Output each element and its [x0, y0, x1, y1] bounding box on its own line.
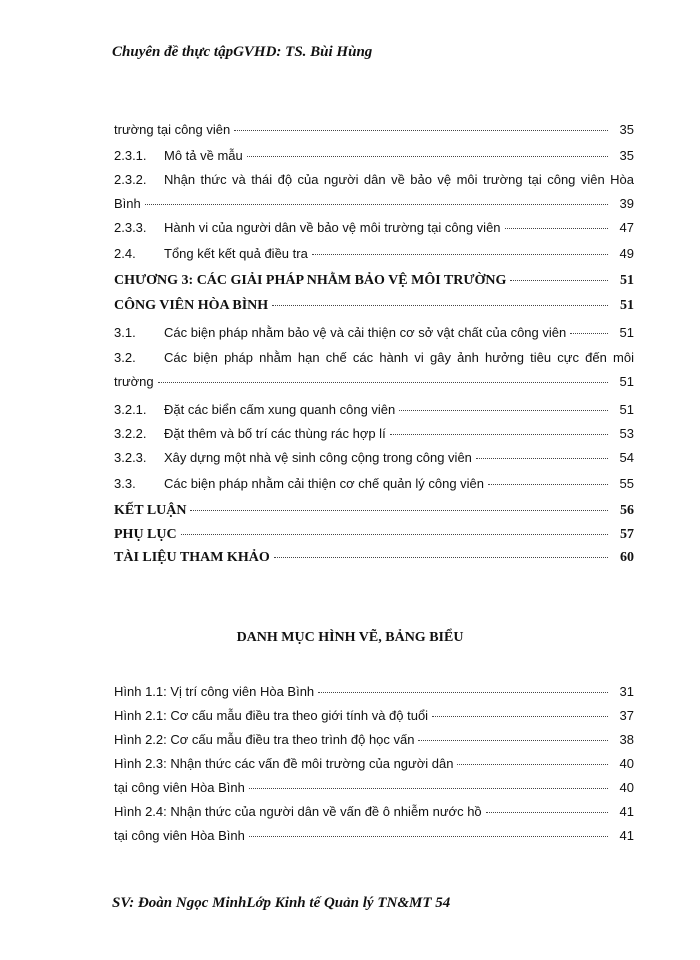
toc-entry [114, 325, 634, 340]
figure-entry [114, 684, 634, 699]
toc-label: Các biện pháp nhằm hạn chế các hành vi gây ảnh hưởng tiêu cực đến môi [164, 350, 634, 365]
toc-page: 53 [619, 426, 634, 441]
toc-label: CÔNG VIÊN HÒA BÌNH [114, 298, 269, 313]
toc-entry [114, 122, 634, 137]
toc-page: 51 [620, 298, 634, 313]
figure-page: 41 [619, 804, 634, 819]
toc-entry [114, 172, 634, 187]
toc-chapter [114, 273, 634, 289]
figures-section-title: DANH MỤC HÌNH VẼ, BẢNG BIỂU [236, 630, 464, 645]
leader-dots [247, 155, 608, 157]
toc-entry [114, 450, 634, 465]
toc-label: Nhận thức và thái độ của người dân về bảo vệ môi trường tại công viên Hòa [164, 172, 634, 187]
toc-number: 3.2. [114, 350, 136, 365]
toc-number: 2.3.3. [114, 220, 147, 235]
toc-page: 51 [619, 402, 634, 417]
toc-page: 51 [620, 273, 634, 288]
toc-page: 51 [619, 325, 634, 340]
toc-page: 57 [620, 527, 634, 542]
figure-label: Hình 2.2: Cơ cấu mẫu điều tra theo trình độ học vấn [114, 732, 415, 747]
figure-page: 37 [619, 708, 634, 723]
toc-page: 55 [619, 476, 634, 491]
toc-number: 3.2.3. [114, 450, 147, 465]
leader-dots [318, 691, 608, 693]
toc-label: trường tại công viên [114, 122, 231, 137]
leader-dots [312, 253, 608, 255]
toc-label: Xây dựng một nhà vệ sinh công cộng trong công viên [164, 450, 472, 465]
toc-number: 3.3. [114, 476, 136, 491]
toc-page: 49 [619, 246, 634, 261]
toc-page: 35 [619, 148, 634, 163]
toc-label: Hành vi của người dân về bảo vệ môi trường tại công viên [164, 220, 501, 235]
toc-page: 60 [620, 550, 634, 565]
toc-entry [114, 374, 634, 389]
toc-label: TÀI LIỆU THAM KHẢO [114, 550, 270, 565]
toc-entry [114, 196, 634, 211]
leader-dots [234, 129, 608, 131]
toc-label: Tổng kết kết quả điều tra [164, 246, 308, 261]
figure-label: tại công viên Hòa Bình [114, 780, 245, 795]
toc-entry [114, 148, 634, 163]
toc-label: KẾT LUẬN [114, 503, 187, 518]
leader-dots [476, 457, 608, 459]
leader-dots [432, 715, 608, 717]
leader-dots [181, 533, 608, 535]
leader-dots [272, 304, 608, 306]
figure-entry [114, 804, 634, 819]
leader-dots [145, 203, 608, 205]
leader-dots [190, 509, 608, 511]
figure-entry [114, 732, 634, 747]
toc-number: 3.2.2. [114, 426, 147, 441]
leader-dots [486, 811, 608, 813]
toc-entry [114, 426, 634, 441]
toc-chapter [114, 503, 634, 519]
toc-number: 2.3.1. [114, 148, 147, 163]
leader-dots [488, 483, 608, 485]
toc-label: trường [114, 374, 154, 389]
leader-dots [274, 556, 608, 558]
figure-entry [114, 828, 634, 843]
toc-chapter [114, 298, 634, 314]
figure-label: Hình 2.1: Cơ cấu mẫu điều tra theo giới tính và độ tuổi [114, 708, 429, 723]
toc-label: Bình [114, 196, 141, 211]
figure-label: tại công viên Hòa Bình [114, 828, 245, 843]
leader-dots [399, 409, 608, 411]
leader-dots [418, 739, 608, 741]
toc-entry [114, 220, 634, 235]
figure-page: 40 [619, 780, 634, 795]
toc-entry [114, 476, 634, 491]
figure-entry [114, 756, 634, 771]
toc-page: 39 [619, 196, 634, 211]
leader-dots [249, 835, 608, 837]
toc-label: Đặt thêm và bố trí các thùng rác hợp lí [164, 426, 386, 441]
toc-entry [114, 402, 634, 417]
toc-entry [114, 350, 634, 365]
toc-page: 51 [619, 374, 634, 389]
leader-dots [505, 227, 608, 229]
toc-number: 2.4. [114, 246, 136, 261]
toc-label: Các biện pháp nhằm cải thiện cơ chế quản lý công viên [164, 476, 485, 491]
toc-page: 35 [619, 122, 634, 137]
figure-page: 41 [619, 828, 634, 843]
toc-page: 47 [619, 220, 634, 235]
figure-label: Hình 2.3: Nhận thức các vấn đề môi trường của người dân [114, 756, 454, 771]
figure-entry [114, 780, 634, 795]
figure-page: 40 [619, 756, 634, 771]
toc-label: Các biện pháp nhằm bảo vệ và cải thiện cơ sở vật chất của công viên [164, 325, 567, 340]
toc-entry [114, 246, 634, 261]
toc-number: 2.3.2. [114, 172, 147, 187]
toc-number: 3.2.1. [114, 402, 147, 417]
figure-label: Hình 1.1: Vị trí công viên Hòa Bình [114, 684, 315, 699]
toc-number: 3.1. [114, 325, 136, 340]
leader-dots [390, 433, 608, 435]
toc-chapter [114, 527, 634, 543]
leader-dots [158, 381, 608, 383]
toc-page: 54 [619, 450, 634, 465]
leader-dots [457, 763, 608, 765]
figure-entry [114, 708, 634, 723]
table-of-contents [114, 0, 634, 960]
toc-label: PHỤ LỤC [114, 527, 177, 542]
toc-page: 56 [620, 503, 634, 518]
page-header: Chuyên đề thực tậpGVHD: TS. Bùi Hùng [112, 44, 373, 60]
figure-page: 31 [619, 684, 634, 699]
leader-dots [570, 332, 608, 334]
figure-page: 38 [619, 732, 634, 747]
leader-dots [510, 279, 608, 281]
leader-dots [249, 787, 608, 789]
toc-label: Đặt các biển cấm xung quanh công viên [164, 402, 396, 417]
figure-label: Hình 2.4: Nhận thức của người dân về vấn đề ô nhiễm nước hồ [114, 804, 482, 819]
toc-label: Mô tả về mẫu [164, 148, 243, 163]
page-footer: SV: Đoàn Ngọc MinhLớp Kinh tế Quản lý TN&MT 54 [112, 895, 451, 911]
toc-label: CHƯƠNG 3: CÁC GIẢI PHÁP NHẰM BẢO VỆ MÔI TRƯỜNG [114, 273, 507, 288]
toc-chapter [114, 550, 634, 566]
